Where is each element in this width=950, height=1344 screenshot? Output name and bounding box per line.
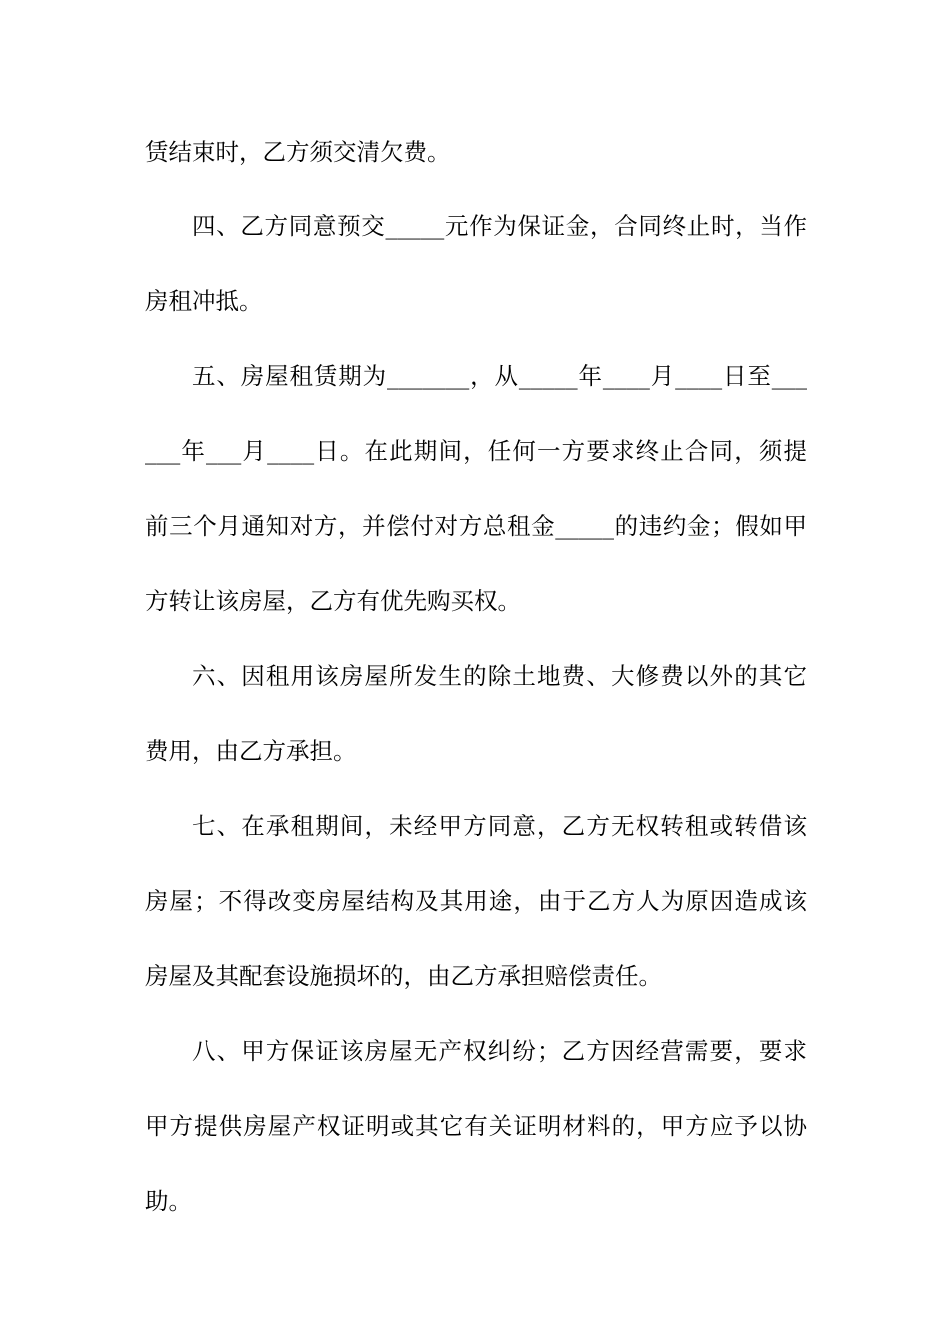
clause-four-line-2: 房租冲抵。 — [145, 287, 263, 315]
clause-six-line-1: 六、因租用该房屋所发生的除土地费、大修费以外的其它 — [192, 662, 807, 690]
clause-five-line-3: 前三个月通知对方，并偿付对方总租金_____的违约金；假如甲 — [145, 512, 807, 540]
clause-seven-line-2: 房屋；不得改变房屋结构及其用途，由于乙方人为原因造成该 — [145, 887, 807, 915]
clause-eight-line-2: 甲方提供房屋产权证明或其它有关证明材料的，甲方应予以协 — [145, 1112, 807, 1140]
clause-seven-line-3: 房屋及其配套设施损坏的，由乙方承担赔偿责任。 — [145, 962, 662, 990]
clause-five-line-2: ___年___月____日。在此期间，任何一方要求终止合同，须提 — [145, 437, 807, 465]
clause-six-line-2: 费用，由乙方承担。 — [145, 737, 357, 765]
clause-four-line-1: 四、乙方同意预交_____元作为保证金，合同终止时，当作 — [192, 212, 807, 240]
clause-five-line-4: 方转让该房屋，乙方有优先购买权。 — [145, 587, 521, 615]
paragraph-line: 赁结束时，乙方须交清欠费。 — [145, 138, 451, 166]
clause-seven-line-1: 七、在承租期间，未经甲方同意，乙方无权转租或转借该 — [192, 812, 807, 840]
clause-eight-line-1: 八、甲方保证该房屋无产权纠纷；乙方因经营需要，要求 — [192, 1037, 807, 1065]
clause-eight-line-3: 助。 — [145, 1187, 192, 1215]
clause-five-line-1: 五、房屋租赁期为_______，从_____年____月____日至___ — [192, 362, 807, 390]
